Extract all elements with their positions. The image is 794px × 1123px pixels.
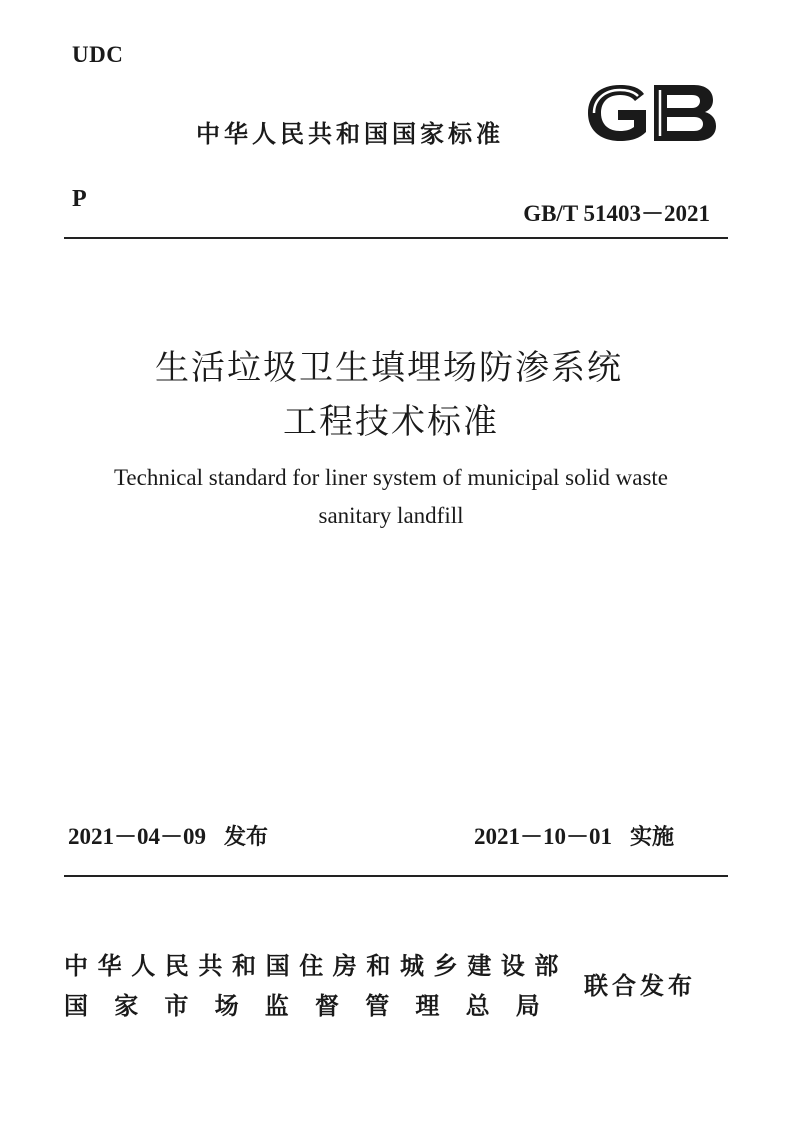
- implement-date: 2021－10－01: [474, 824, 612, 849]
- standard-type-heading: 中华人民共和国国家标准: [196, 120, 504, 148]
- title-zh-line1: 生活垃圾卫生填埋场防渗系统: [155, 348, 623, 388]
- standard-number: GB/T 51403－2021: [523, 201, 710, 226]
- joint-publish-label: 联合发布: [584, 972, 696, 1000]
- issue-date: 2021－04－09: [68, 824, 206, 849]
- category-code: P: [72, 186, 87, 212]
- issue-label: 发布: [224, 825, 269, 850]
- implement-label: 实施: [630, 825, 675, 850]
- title-en-line1: Technical standard for liner system of municipal solid waste: [113, 465, 669, 490]
- title-zh-line2: 工程技术标准: [283, 402, 499, 442]
- top-divider: [64, 237, 728, 239]
- udc-label: UDC: [72, 42, 124, 67]
- implement-date-block: [474, 818, 674, 851]
- publisher-line1: 中华人民共和国住房和城乡建设部: [64, 952, 568, 980]
- bottom-divider: [64, 875, 728, 877]
- issue-date-block: [68, 818, 268, 851]
- gb-logo: [582, 80, 720, 146]
- publisher-line2: 国家市场监督管理总局: [64, 992, 566, 1020]
- title-en-line2: sanitary landfill: [318, 503, 464, 528]
